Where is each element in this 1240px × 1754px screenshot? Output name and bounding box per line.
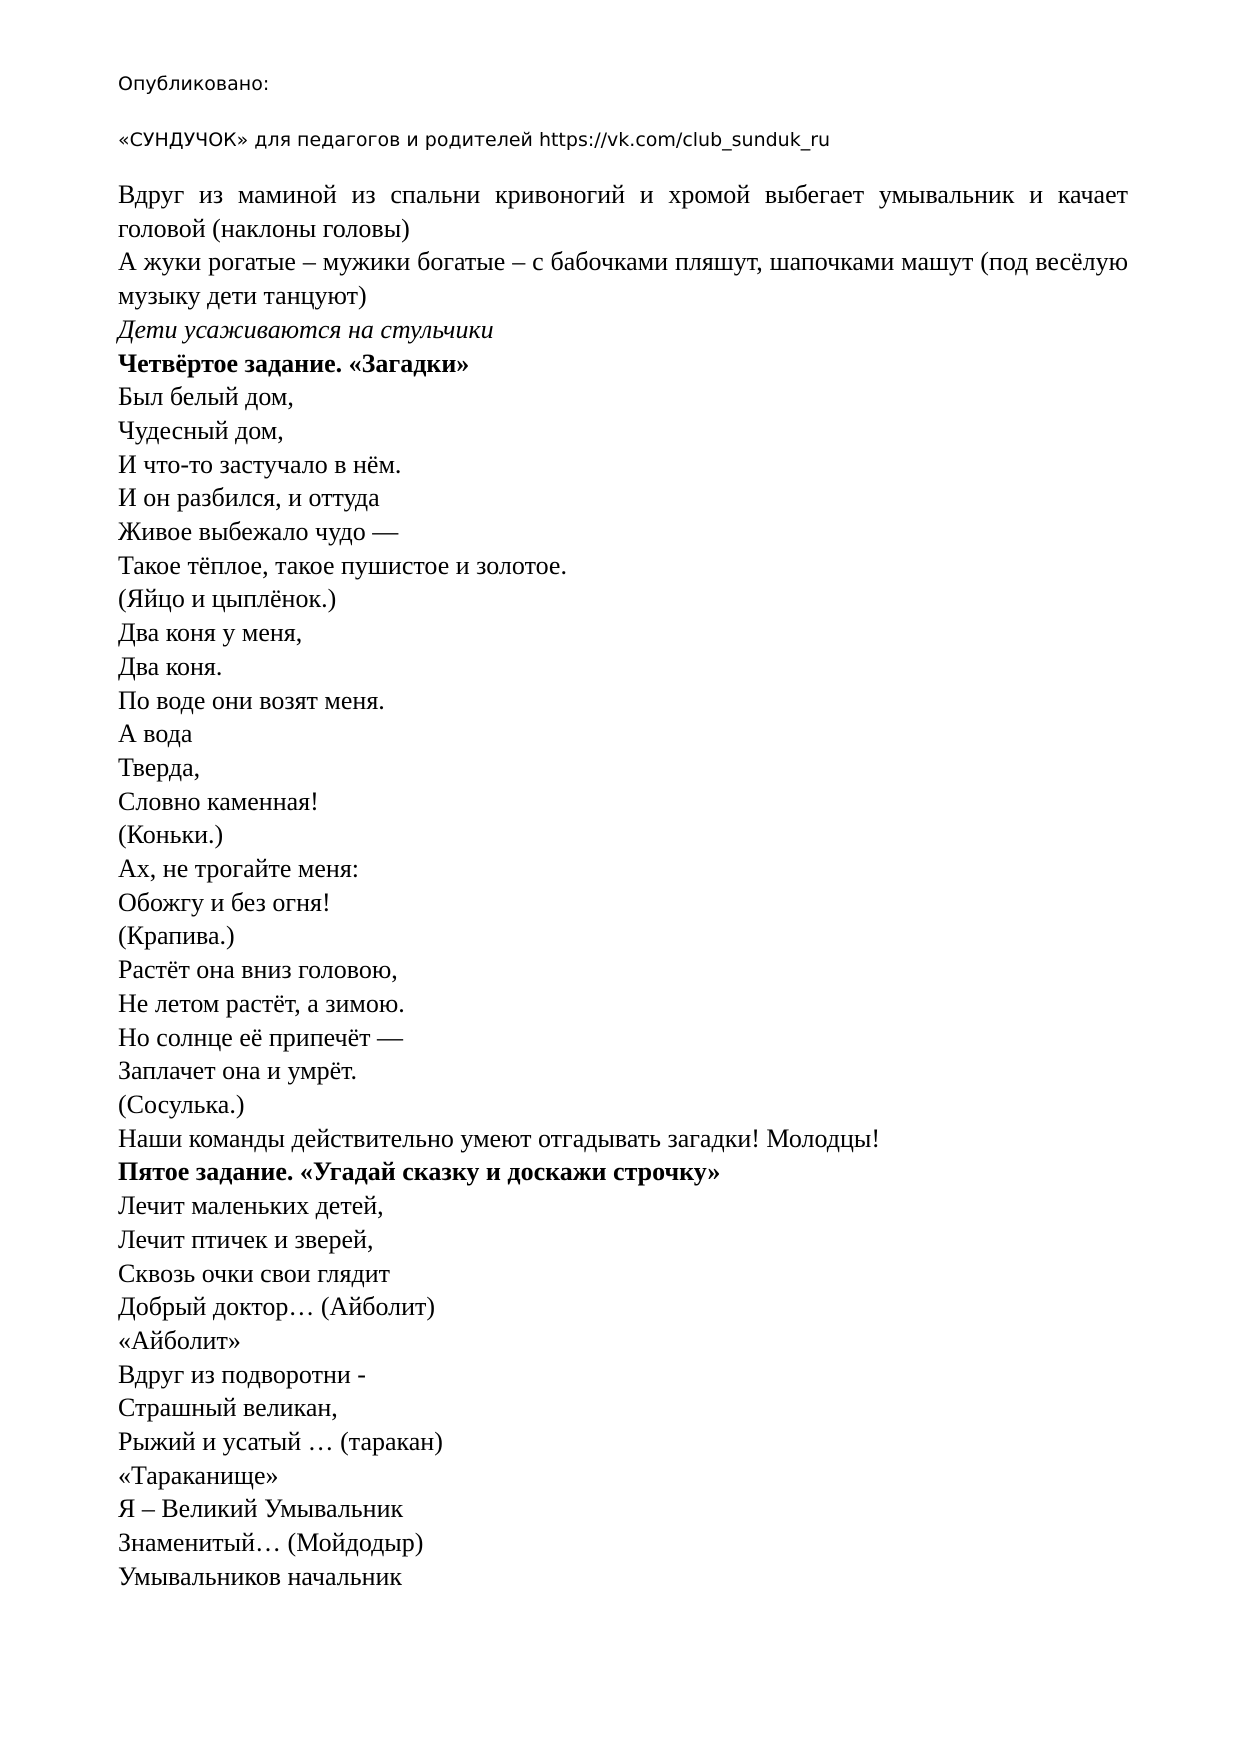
paragraph-washbasin: Вдруг из маминой из спальни кривоногий и хромой выбегает умывальник и качает головой (наклоны головы) — [118, 180, 1128, 243]
verse-line: Рыжий и усатый … (таракан) — [118, 1427, 443, 1457]
riddle-line: А вода — [118, 719, 193, 749]
riddle-line: Заплачет она и умрёт. — [118, 1056, 358, 1086]
fairy-tale-title: «Тараканище» — [118, 1460, 279, 1490]
riddle-line: Два коня. — [118, 651, 223, 681]
riddles-list — [118, 380, 1128, 1155]
riddle-line: И он разбился, и оттуда — [118, 483, 380, 513]
riddle-line: Такое тёплое, такое пушистое и золотое. — [118, 550, 567, 580]
riddle-line: Тверда, — [118, 752, 201, 782]
fairy-tale-title: «Айболит» — [118, 1325, 241, 1355]
riddle-answer: (Яйцо и цыплёнок.) — [118, 584, 337, 614]
stage-direction: Дети усаживаются на стульчики — [118, 314, 494, 344]
verse-line: Умывальников начальник — [118, 1561, 403, 1591]
document-body — [118, 178, 1128, 1594]
published-label: Опубликовано: — [118, 73, 270, 95]
riddle-line: Растёт она вниз головою, — [118, 955, 398, 985]
task-5-heading: Пятое задание. «Угадай сказку и доскажи строчку» — [118, 1157, 721, 1187]
paragraph-beetles: А жуки рогатые – мужики богатые – с бабочками пляшут, шапочками машут (под весёлую музыку дети танцуют) — [118, 247, 1128, 311]
riddle-line: Обожгу и без огня! — [118, 887, 331, 917]
riddle-line: Два коня у меня, — [118, 618, 303, 648]
verse-line: Лечит маленьких детей, — [118, 1191, 384, 1221]
riddle-line: Был белый дом, — [118, 382, 294, 412]
riddle-line: Ах, не трогайте меня: — [118, 854, 360, 884]
riddle-line: Не летом растёт, а зимою. — [118, 988, 405, 1018]
source-line: «СУНДУЧОК» для педагогов и родителей https://vk.com/club_sunduk_ru — [118, 129, 831, 151]
verse-line: Я – Великий Умывальник — [118, 1494, 404, 1524]
verse-line: Сквозь очки свои глядит — [118, 1258, 390, 1288]
verse-line: Вдруг из подворотни - — [118, 1359, 366, 1389]
riddle-line: Но солнце её припечёт — — [118, 1022, 404, 1052]
riddle-answer: (Коньки.) — [118, 820, 224, 850]
riddle-line: Словно каменная! — [118, 786, 319, 816]
riddle-answer: (Сосулька.) — [118, 1089, 245, 1119]
verse-line: Лечит птичек и зверей, — [118, 1224, 374, 1254]
riddle-line: По воде они возят меня. — [118, 685, 385, 715]
fairy-tale-list — [118, 1189, 1128, 1593]
riddles-conclusion: Наши команды действительно умеют отгадывать загадки! Молодцы! — [118, 1123, 881, 1153]
verse-line: Добрый доктор… (Айболит) — [118, 1292, 436, 1322]
riddle-line: И что-то застучало в нём. — [118, 449, 402, 479]
task-4-heading: Четвёртое задание. «Загадки» — [118, 348, 470, 378]
riddle-answer: (Крапива.) — [118, 921, 235, 951]
riddle-line: Чудесный дом, — [118, 415, 284, 445]
riddle-line: Живое выбежало чудо — — [118, 517, 399, 547]
verse-line: Знаменитый… (Мойдодыр) — [118, 1528, 424, 1558]
verse-line: Страшный великан, — [118, 1393, 338, 1423]
